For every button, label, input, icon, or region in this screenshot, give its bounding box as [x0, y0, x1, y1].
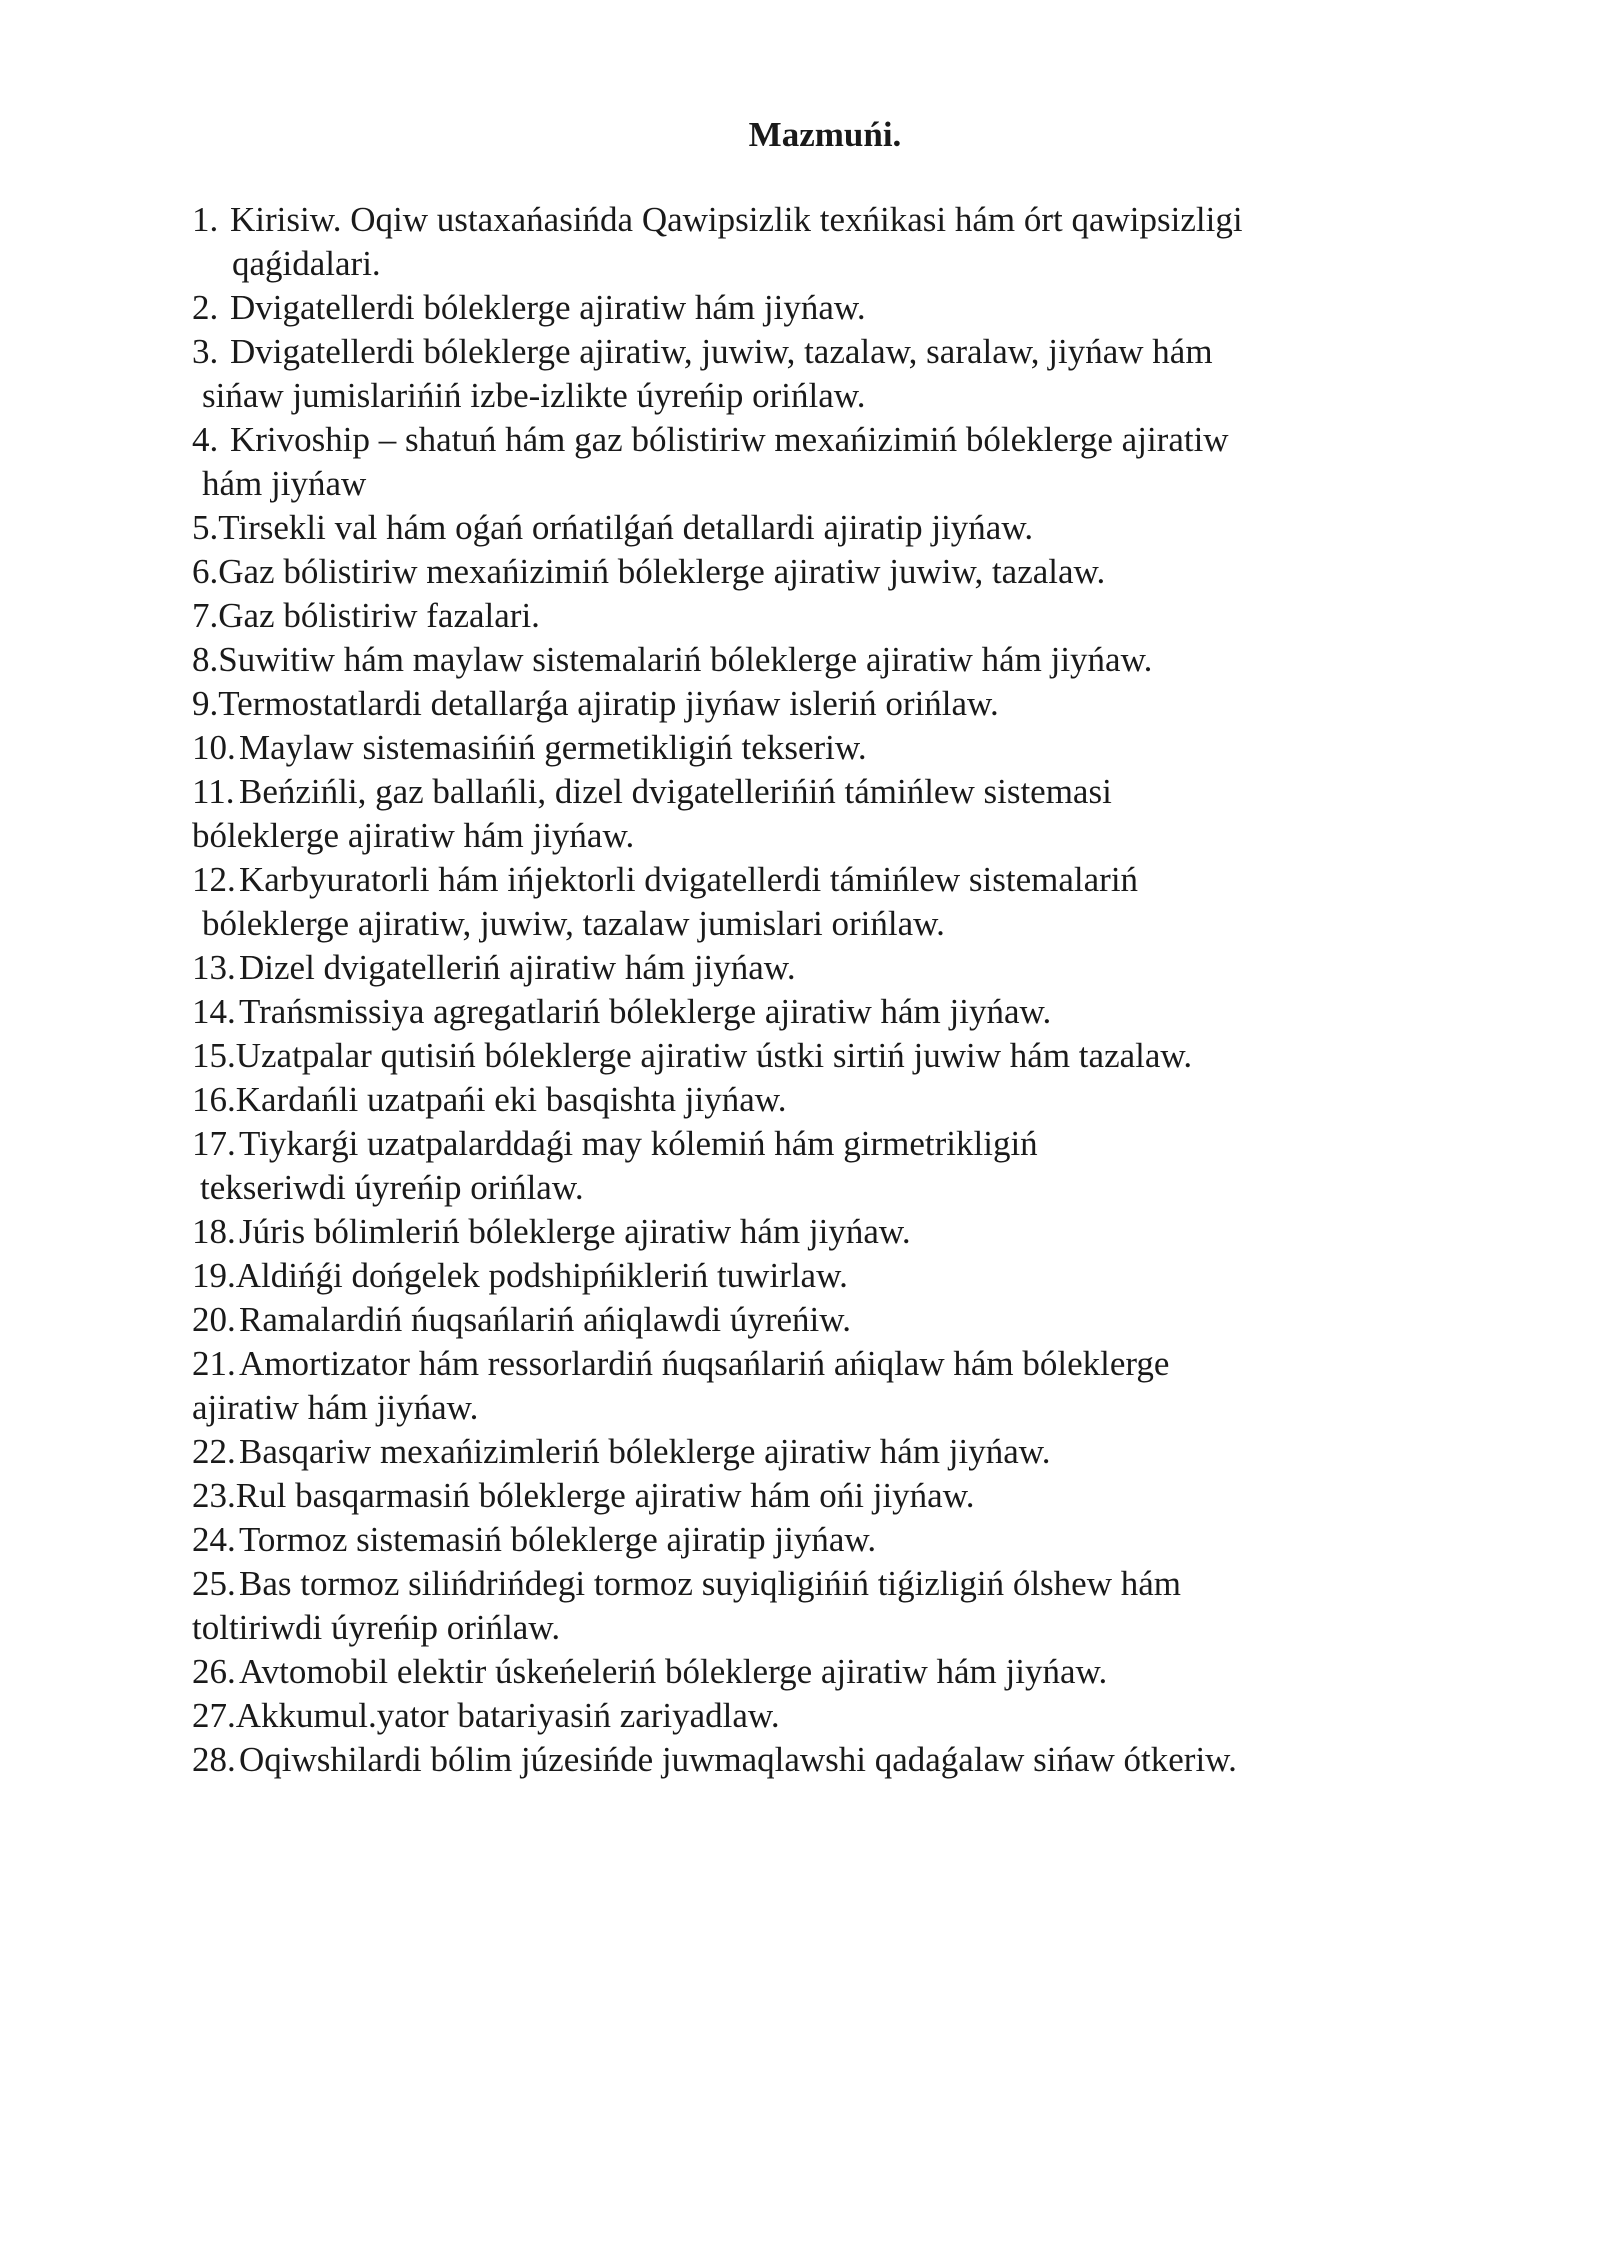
- item-text: Bas tormoz silińdrińdegi tormoz suyiqligińiń tiǵizligiń ólshew hám: [239, 1564, 1181, 1603]
- item-text: toltiriwdi úyreńip orińlaw.: [192, 1608, 561, 1647]
- list-item: [192, 1650, 1392, 1694]
- item-number: 28.: [192, 1740, 236, 1779]
- list-item: [192, 1694, 1392, 1738]
- item-text: Dizel dvigatelleriń ajiratiw hám jiyńaw.: [239, 948, 796, 987]
- item-number: 14.: [192, 992, 236, 1031]
- item-text: bóleklerge ajiratiw hám jiyńaw.: [192, 816, 635, 855]
- list-item-continuation: [192, 462, 1392, 506]
- list-item: [192, 1474, 1392, 1518]
- list-item: [192, 286, 1392, 330]
- item-number: 1.: [192, 200, 219, 239]
- item-text: hám jiyńaw: [202, 464, 367, 503]
- list-item-continuation: [192, 374, 1392, 418]
- list-item-continuation: [192, 902, 1392, 946]
- item-text: ajiratiw hám jiyńaw.: [192, 1388, 479, 1427]
- list-item: [192, 506, 1392, 550]
- item-text: bóleklerge ajiratiw, juwiw, tazalaw jumislari orińlaw.: [202, 904, 945, 943]
- item-text: Termostatlardi detallarǵa ajiratip jiyńaw isleriń orińlaw.: [218, 684, 999, 723]
- item-text: Amortizator hám ressorlardiń ńuqsańlariń ańiqlaw hám bóleklerge: [239, 1344, 1170, 1383]
- list-item-continuation: [192, 1606, 1392, 1650]
- list-item: [192, 1210, 1392, 1254]
- item-number: 15.: [192, 1036, 236, 1075]
- item-number: 16.: [192, 1080, 236, 1119]
- item-text: Kardańli uzatpańi eki basqishta jiyńaw.: [235, 1080, 787, 1119]
- list-item: [192, 1430, 1392, 1474]
- item-number: 22.: [192, 1432, 236, 1471]
- item-text: qaǵidalari.: [232, 244, 381, 283]
- item-text: Ramalardiń ńuqsańlariń ańiqlawdi úyreńiw.: [239, 1300, 852, 1339]
- item-number: 21.: [192, 1344, 236, 1383]
- list-item-continuation: [192, 1386, 1392, 1430]
- item-number: 3.: [192, 332, 219, 371]
- item-number: 12.: [192, 860, 236, 899]
- item-text: Dvigatellerdi bóleklerge ajiratiw hám jiyńaw.: [230, 288, 866, 327]
- item-text: Gaz bólistiriw fazalari.: [218, 596, 540, 635]
- list-item: [192, 1518, 1392, 1562]
- item-text: Beńzińli, gaz ballańli, dizel dvigatellerińiń támińlew sistemasi: [239, 772, 1112, 811]
- list-item: [192, 726, 1392, 770]
- item-text: Tirsekli val hám oǵań orńatilǵań detallardi ajiratip jiyńaw.: [218, 508, 1034, 547]
- item-text: Krivoship – shatuń hám gaz bólistiriw mexańizimiń bóleklerge ajiratiw: [230, 420, 1229, 459]
- item-text: sińaw jumislarińiń izbe-izlikte úyreńip orińlaw.: [202, 376, 866, 415]
- list-item-continuation: [192, 814, 1392, 858]
- item-number: 10.: [192, 728, 236, 767]
- item-number: 13.: [192, 948, 236, 987]
- item-text: tekseriwdi úyreńip orińlaw.: [200, 1168, 584, 1207]
- list-item: [192, 1562, 1392, 1606]
- item-number: 20.: [192, 1300, 236, 1339]
- item-text: Kirisiw. Oqiw ustaxańasińda Qawipsizlik texńikasi hám órt qawipsizligi: [230, 200, 1243, 239]
- table-of-contents: [192, 198, 1392, 1782]
- item-number: 4.: [192, 420, 219, 459]
- item-number: 8.: [192, 640, 219, 679]
- list-item: [192, 1254, 1392, 1298]
- item-number: 27.: [192, 1696, 236, 1735]
- item-number: 6.: [192, 552, 219, 591]
- item-number: 25.: [192, 1564, 236, 1603]
- list-item: [192, 946, 1392, 990]
- item-number: 19.: [192, 1256, 236, 1295]
- list-item: [192, 198, 1392, 242]
- item-text: Gaz bólistiriw mexańizimiń bóleklerge ajiratiw juwiw, tazalaw.: [218, 552, 1106, 591]
- list-item: [192, 418, 1392, 462]
- item-text: Akkumul.yator batariyasiń zariyadlaw.: [235, 1696, 780, 1735]
- item-text: Oqiwshilardi bólim júzesińde juwmaqlawshi qadaǵalaw sińaw ótkeriw.: [239, 1740, 1237, 1779]
- item-text: Avtomobil elektir úskeńeleriń bóleklerge ajiratiw hám jiyńaw.: [239, 1652, 1108, 1691]
- item-number: 23.: [192, 1476, 236, 1515]
- item-text: Basqariw mexańizimleriń bóleklerge ajiratiw hám jiyńaw.: [239, 1432, 1051, 1471]
- list-item: [192, 1342, 1392, 1386]
- list-item: [192, 858, 1392, 902]
- item-text: Rul basqarmasiń bóleklerge ajiratiw hám ońi jiyńaw.: [235, 1476, 975, 1515]
- list-item: [192, 594, 1392, 638]
- list-item: [192, 682, 1392, 726]
- list-item: [192, 1122, 1392, 1166]
- item-text: Tormoz sistemasiń bóleklerge ajiratip jiyńaw.: [239, 1520, 877, 1559]
- list-item: [192, 550, 1392, 594]
- item-number: 17.: [192, 1124, 236, 1163]
- list-item-continuation: [192, 242, 1392, 286]
- item-text: Trańsmissiya agregatlariń bóleklerge ajiratiw hám jiyńaw.: [239, 992, 1052, 1031]
- list-item: [192, 330, 1392, 374]
- item-text: Tiykarǵi uzatpalarddaǵi may kólemiń hám girmetrikligiń: [239, 1124, 1038, 1163]
- item-text: Dvigatellerdi bóleklerge ajiratiw, juwiw, tazalaw, saralaw, jiyńaw hám: [230, 332, 1213, 371]
- item-number: 18.: [192, 1212, 236, 1251]
- list-item: [192, 1078, 1392, 1122]
- item-text: Karbyuratorli hám ińjektorli dvigatellerdi támińlew sistemalariń: [239, 860, 1139, 899]
- item-number: 24.: [192, 1520, 236, 1559]
- list-item: [192, 1738, 1392, 1782]
- list-item: [192, 990, 1392, 1034]
- item-text: Maylaw sistemasińiń germetikligiń tekseriw.: [239, 728, 867, 767]
- item-number: 7.: [192, 596, 219, 635]
- item-number: 26.: [192, 1652, 236, 1691]
- item-number: 2.: [192, 288, 219, 327]
- item-number: 9.: [192, 684, 219, 723]
- item-number: 11.: [192, 772, 235, 811]
- item-text: Júris bólimleriń bóleklerge ajiratiw hám jiyńaw.: [239, 1212, 911, 1251]
- item-text: Uzatpalar qutisiń bóleklerge ajiratiw ústki sirtiń juwiw hám tazalaw.: [235, 1036, 1193, 1075]
- item-text: Suwitiw hám maylaw sistemalariń bóleklerge ajiratiw hám jiyńaw.: [218, 640, 1153, 679]
- list-item: [192, 638, 1392, 682]
- list-item: [192, 1034, 1392, 1078]
- list-item: [192, 1298, 1392, 1342]
- item-text: Aldińǵi dońgelek podshipńikleriń tuwirlaw.: [235, 1256, 848, 1295]
- page-title: Mazmuńi.: [748, 115, 902, 154]
- item-number: 5.: [192, 508, 219, 547]
- list-item-continuation: [192, 1166, 1392, 1210]
- list-item: [192, 770, 1392, 814]
